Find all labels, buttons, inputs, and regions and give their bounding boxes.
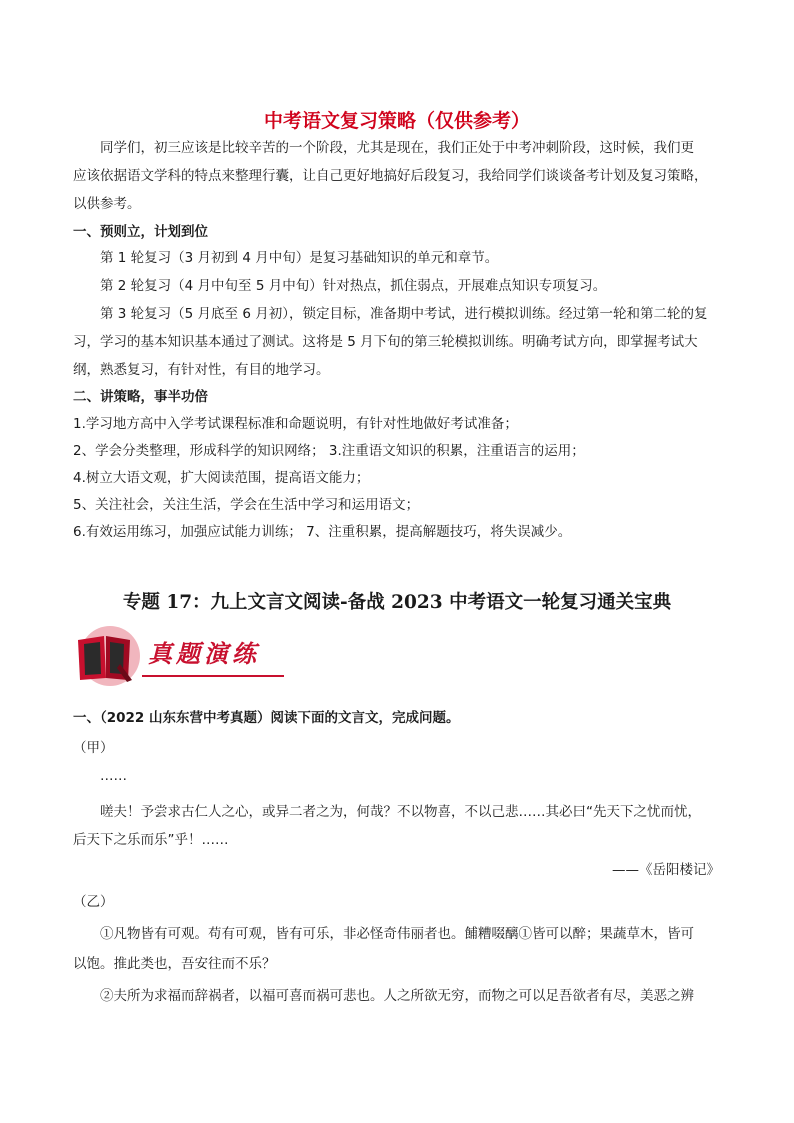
section1-line-2: 第 2 轮复习（4 月中旬至 5 月中旬）针对热点，抓住弱点，开展难点知识专项复习。	[100, 278, 607, 294]
section1-line-1: 第 1 轮复习（3 月初到 4 月中旬）是复习基础知识的单元和章节。	[100, 250, 499, 266]
section2-line-3: 4.树立大语文观，扩大阅读范围，提高语文能力；	[73, 470, 370, 486]
section2-line-2: 2、学会分类整理，形成科学的知识网络； 3.注重语文知识的积累，注重语言的运用；	[73, 443, 585, 459]
yi-line-3: ②夫所为求福而辞祸者，以福可喜而祸可悲也。人之所欲无穷，而物之可以足吾欲者有尽，美恶之辨	[100, 988, 694, 1004]
jia-line-1: 嗟夫！予尝求古仁人之心，或异二者之为，何哉？不以物喜，不以己悲……其必曰“先天下之忧而忧，	[100, 804, 701, 820]
banner-underline	[142, 675, 284, 677]
section1-line-4: 习，学习的基本知识基本通过了测试。这将是 5 月下旬的第三轮模拟训练。明确考试方向，即掌握考试大	[73, 334, 698, 350]
jia-ellipsis: ……	[100, 768, 127, 784]
doc-title: 中考语文复习策略（仅供参考）	[263, 110, 530, 132]
section2-line-4: 5、关注社会，关注生活，学会在生活中学习和运用语文；	[73, 497, 420, 513]
section1-heading: 一、预则立，计划到位	[73, 224, 208, 240]
yi-label: （乙）	[73, 894, 114, 910]
section2-line-5: 6.有效运用练习，加强应试能力训练； 7、注重积累，提高解题技巧，将失误减少。	[73, 524, 572, 540]
yi-line-1: ①凡物皆有可观。苟有可观，皆有可乐，非必怪奇伟丽者也。餔糟啜醨①皆可以醉；果蔬草木，皆可	[100, 926, 694, 942]
jia-line-2: 后天下之乐而乐”乎！……	[73, 832, 229, 848]
book-icon	[72, 626, 152, 688]
section2-line-1: 1.学习地方高中入学考试课程标准和命题说明，有针对性地做好考试准备；	[73, 416, 518, 432]
section1-line-5: 纲，熟悉复习，有针对性，有目的地学习。	[73, 362, 330, 378]
section2-heading: 二、讲策略，事半功倍	[73, 389, 208, 405]
question-heading: 一、（2022 山东东营中考真题）阅读下面的文言文，完成问题。	[73, 710, 460, 726]
banner-label: 真题演练	[148, 639, 260, 668]
intro-line-2: 应该依据语文学科的特点来整理行囊，让自己更好地搞好后段复习，我给同学们谈谈备考计划及复习策略，	[73, 168, 708, 184]
jia-source: ——《岳阳楼记》	[612, 862, 720, 878]
topic-title: 专题 17：九上文言文阅读-备战 2023 中考语文一轮复习通关宝典	[122, 592, 672, 613]
section1-line-3: 第 3 轮复习（5 月底至 6 月初），锁定目标，准备期中考试，进行模拟训练。经过第一轮和第二轮的复	[100, 306, 708, 322]
jia-label: （甲）	[73, 740, 114, 756]
intro-line-1: 同学们，初三应该是比较辛苦的一个阶段，尤其是现在，我们正处于中考冲刺阶段，这时候，我们更	[100, 140, 694, 156]
intro-line-3: 以供参考。	[73, 196, 141, 212]
zhenti-banner	[72, 626, 292, 688]
yi-line-2: 以饱。推此类也，吾安往而不乐？	[73, 956, 276, 972]
